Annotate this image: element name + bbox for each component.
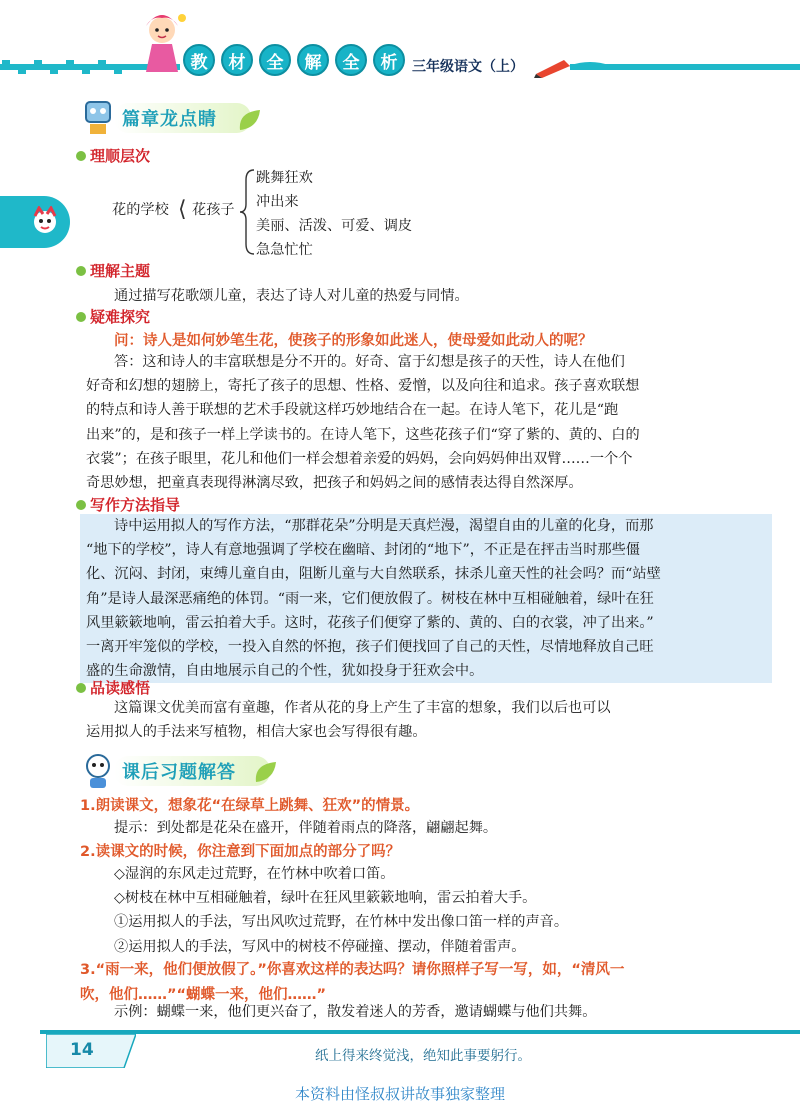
- footer-rule: [40, 1030, 800, 1034]
- brace-small-icon: ⟨: [178, 197, 187, 222]
- reading-paragraph: [86, 696, 766, 744]
- mascot-fairy-icon: [136, 8, 188, 78]
- exercise-1-answer: 提示：到处都是花朵在盛开，伴随着雨点的降落，翩翩起舞。: [114, 820, 498, 836]
- exercise-3-line: 3.“雨一来，他们便放假了。”你喜欢这样的表达吗？请你照样子写一写，如，“清风一: [80, 962, 625, 978]
- structure-leaves: [256, 166, 412, 262]
- leaf-decoration-icon: [236, 106, 264, 134]
- writing-line: 一离开牢笼似的学校，一投入自然的怀抱，孩子们便找回了自己的天性，尽情地释放自己旺: [86, 639, 654, 656]
- exercise-2-line: ②运用拟人的手法，写风中的树枝不停碰撞、摆动，伴随着雷声。: [114, 938, 526, 955]
- answer-line: 出来”的，是和孩子一样上学读书的。在诗人笔下，这些花孩子们“穿了紫的、黄的、白的: [86, 426, 640, 443]
- exercise-2-answer: [114, 862, 568, 959]
- structure-leaf: 冲出来: [256, 194, 299, 210]
- writing-line: 诗中运用拟人的写作方法，“那群花朵”分明是天真烂漫，渴望自由的儿童的化身，而那: [114, 518, 654, 534]
- title-char: 教: [183, 44, 215, 76]
- answer-line: 好奇和幻想的翅膀上，寄托了孩子的思想、性格、爱憎，以及向往和追求。孩子喜欢联想: [86, 378, 640, 395]
- theme-text: 通过描写花歌颂儿童，表达了诗人对儿童的热爱与同情。: [114, 288, 469, 304]
- answer-line: 奇思妙想，把童真表现得淋漓尽致，把孩子和妈妈之间的感情表达得自然深厚。: [86, 475, 583, 492]
- title-char: 解: [297, 44, 329, 76]
- exercise-1-question: 1.朗读课文，想象花“在绿草上跳舞、狂欢”的情景。: [80, 798, 420, 814]
- section-title: 篇章龙点睛: [114, 103, 251, 133]
- reading-line: 这篇课文优美而富有童趣，作者从花的身上产生了丰富的想象，我们以后也可以: [114, 700, 611, 716]
- exercise-2-line: ①运用拟人的手法，写出风吹过荒野，在竹林中发出像口笛一样的声音。: [114, 914, 569, 931]
- writing-line: 化、沉闷、封闭，束缚儿童自由，阻断儿童与大自然联系，抹杀儿童天性的社会吗？而“站壁: [86, 566, 661, 583]
- section-banner-1: [114, 103, 251, 133]
- title-char: 材: [221, 44, 253, 76]
- bullet-dot-icon: [76, 683, 86, 693]
- section-title: 课后习题解答: [114, 756, 270, 786]
- cartoon-mascot-icon: [80, 750, 116, 790]
- answer-line: 衣裳”；在孩子眼里，花儿和他们一样会想着亲爱的妈妈，会向妈妈伸出双臂……一个个: [86, 450, 633, 467]
- exercise-2-line: ◇树枝在林中互相碰触着，绿叶在狂风里簌簌地响，雷云拍着大手。: [114, 890, 537, 907]
- reading-line: 运用拟人的手法来写植物，相信大家也会写得很有趣。: [86, 724, 427, 741]
- writing-paragraph: [80, 514, 772, 683]
- watermark-text: 本资料由怪叔叔讲故事独家整理: [294, 1085, 505, 1103]
- writing-line: 风里簌簌地响，雷云拍着大手。这时，花孩子们便穿了紫的、黄的、白的衣裳，冲了出来。”: [86, 614, 654, 631]
- exercise-3-line: 吹，他们……”“蝴蝶一来，他们……”: [80, 987, 327, 1003]
- exercise-2-line: ◇湿润的东风走过荒野，在竹林中吹着口笛。: [114, 866, 395, 882]
- exercise-3-question: [80, 958, 624, 1004]
- robot-mascot-icon: [80, 96, 116, 136]
- explore-answer: [86, 350, 766, 495]
- section-banner-2: [114, 756, 270, 786]
- bullet-dot-icon: [76, 312, 86, 322]
- header-title: [183, 44, 405, 84]
- answer-line: 答：这和诗人的丰富联想是分不开的。好奇、富于幻想是孩子的天性，诗人在他们: [114, 354, 625, 370]
- structure-root: 花的学校: [112, 202, 169, 218]
- writing-line: 盛的生命激情，自由地展示自己的个性，犹如投身于狂欢会中。: [86, 663, 484, 680]
- page-number: 14: [70, 1040, 94, 1060]
- exercise-3-answer: 示例：蝴蝶一来，他们更兴奋了，散发着迷人的芳香，邀请蝴蝶与他们共舞。: [114, 1004, 597, 1020]
- pencil-icon: [534, 56, 574, 78]
- heading-writing: 写作方法指导: [76, 494, 180, 515]
- heading-theme: 理解主题: [76, 260, 150, 281]
- heading-structure: 理顺层次: [76, 145, 150, 166]
- structure-leaf: 美丽、活泼、可爱、调皮: [256, 218, 413, 234]
- structure-leaf: 急急忙忙: [256, 242, 313, 258]
- exercise-2-question: 2.读课文的时候，你注意到下面加点的部分了吗？: [80, 844, 401, 860]
- answer-line: 的特点和诗人善于联想的艺术手段就这样巧妙地结合在一起。在诗人笔下，花儿是“跑: [86, 402, 619, 419]
- leaf-decoration-icon: [252, 758, 280, 786]
- structure-leaf: 跳舞狂欢: [256, 170, 313, 186]
- title-char: 析: [373, 44, 405, 76]
- footer-motto: 纸上得来终觉浅，绝知此事要躬行。: [315, 1048, 531, 1064]
- bullet-dot-icon: [76, 151, 86, 161]
- brace-large-icon: [238, 168, 256, 256]
- cartoon-face-icon: [30, 206, 60, 236]
- bullet-dot-icon: [76, 500, 86, 510]
- explore-question: 问：诗人是如何妙笔生花，使孩子的形象如此迷人，使母爱如此动人的呢？: [114, 333, 593, 349]
- title-char: 全: [335, 44, 367, 76]
- title-char: 全: [259, 44, 291, 76]
- header-subtitle: 三年级语文（上）: [412, 59, 524, 75]
- heading-explore: 疑难探究: [76, 306, 150, 327]
- bullet-dot-icon: [76, 266, 86, 276]
- structure-child: 花孩子: [192, 202, 235, 218]
- writing-line: 角”是诗人最深恶痛绝的体罚。“雨一来，它们便放假了。树枝在林中互相碰触着，绿叶在狂: [86, 590, 654, 607]
- heading-reading: 品读感悟: [76, 677, 150, 698]
- writing-line: “地下的学校”，诗人有意地强调了学校在幽暗、封闭的“地下”，不正是在抨击当时那些僵: [86, 542, 640, 559]
